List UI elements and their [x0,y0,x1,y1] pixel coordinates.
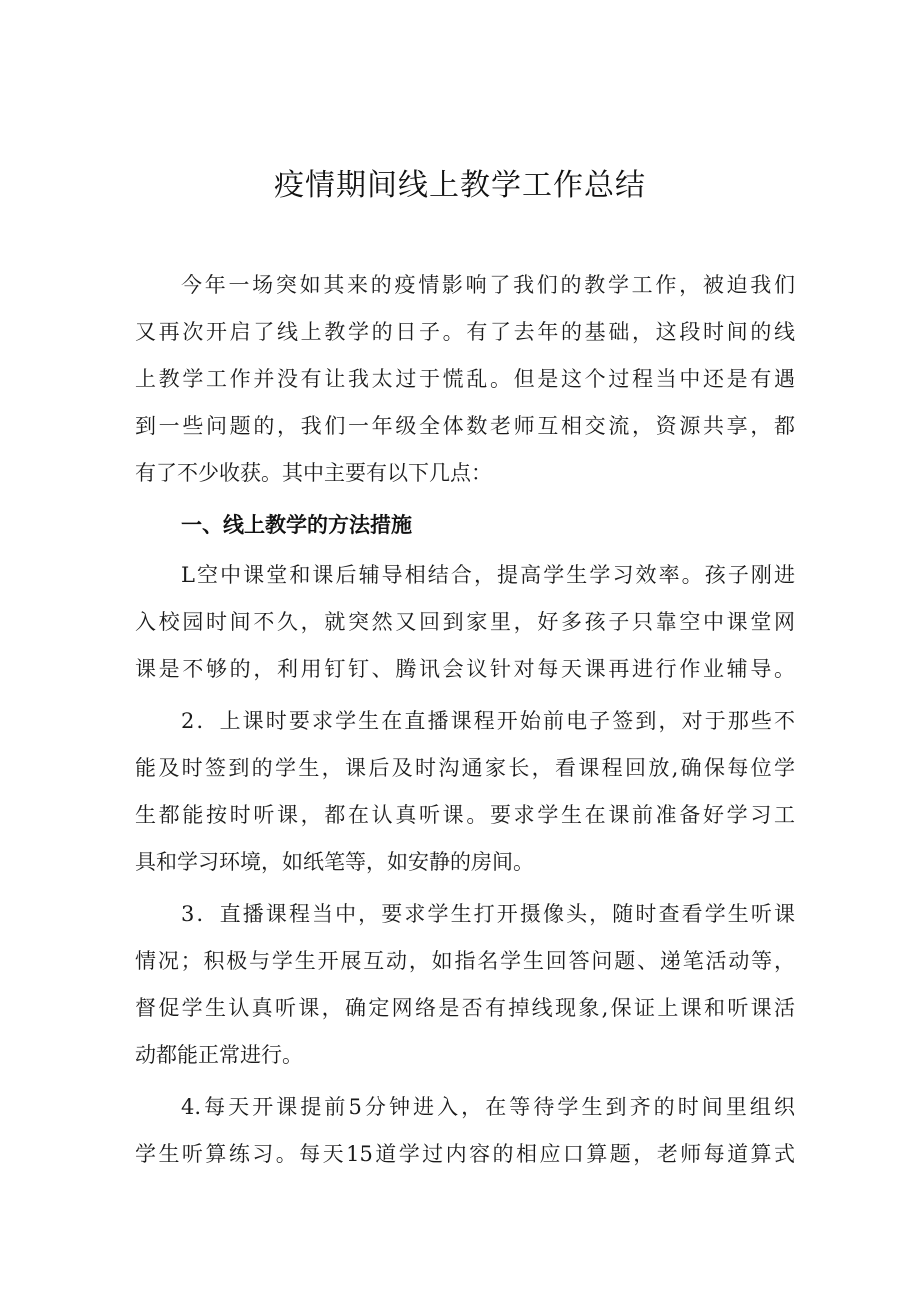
item3-line: 3．直播课程当中，要求学生打开摄像头，随时查看学生听课 [181,902,795,926]
page-title: 疫情期间线上教学工作总结 [274,168,646,203]
item2-line: 生都能按时听课，都在认真听课。要求学生在课前准备好学习工 [135,803,795,827]
item1-line: 课是不够的，利用钉钉、腾讯会议针对每天课再进行作业辅导。 [135,657,795,681]
intro-line: 上教学工作并没有让我太过于慌乱。但是这个过程当中还是有遇 [135,367,795,391]
item1-line: L空中课堂和课后辅导相结合，提高学生学习效率。孩子刚进 [181,563,795,587]
item4-line: 学生听算练习。每天15道学过内容的相应口算题，老师每道算式 [135,1142,795,1166]
item2-line: 2．上课时要求学生在直播课程开始前电子签到，对于那些不 [181,709,795,733]
section-heading: 一、线上教学的方法措施 [181,513,412,537]
item2-line: 具和学习环境，如纸笔等，如安静的房间。 [135,850,534,874]
intro-line: 又再次开启了线上教学的日子。有了去年的基础，这段时间的线 [135,320,795,344]
intro-line: 有了不少收获。其中主要有以下几点： [135,461,492,485]
item4-line: 4.每天开课提前5分钟进入，在等待学生到齐的时间里组织 [181,1095,795,1119]
intro-line: 到一些问题的，我们一年级全体数老师互相交流，资源共享，都 [135,414,795,438]
item2-line: 能及时签到的学生，课后及时沟通家长，看课程回放,确保每位学 [135,756,795,780]
item3-line: 督促学生认真听课，确定网络是否有掉线现象,保证上课和听课活 [135,996,795,1020]
item3-line: 动都能正常进行。 [135,1043,303,1067]
item3-line: 情况；积极与学生开展互动，如指名学生回答问题、递笔活动等， [135,949,795,973]
item1-line: 入校园时间不久，就突然又回到家里，好多孩子只靠空中课堂网 [135,610,795,634]
intro-line: 今年一场突如其来的疫情影响了我们的教学工作，被迫我们 [181,273,795,297]
